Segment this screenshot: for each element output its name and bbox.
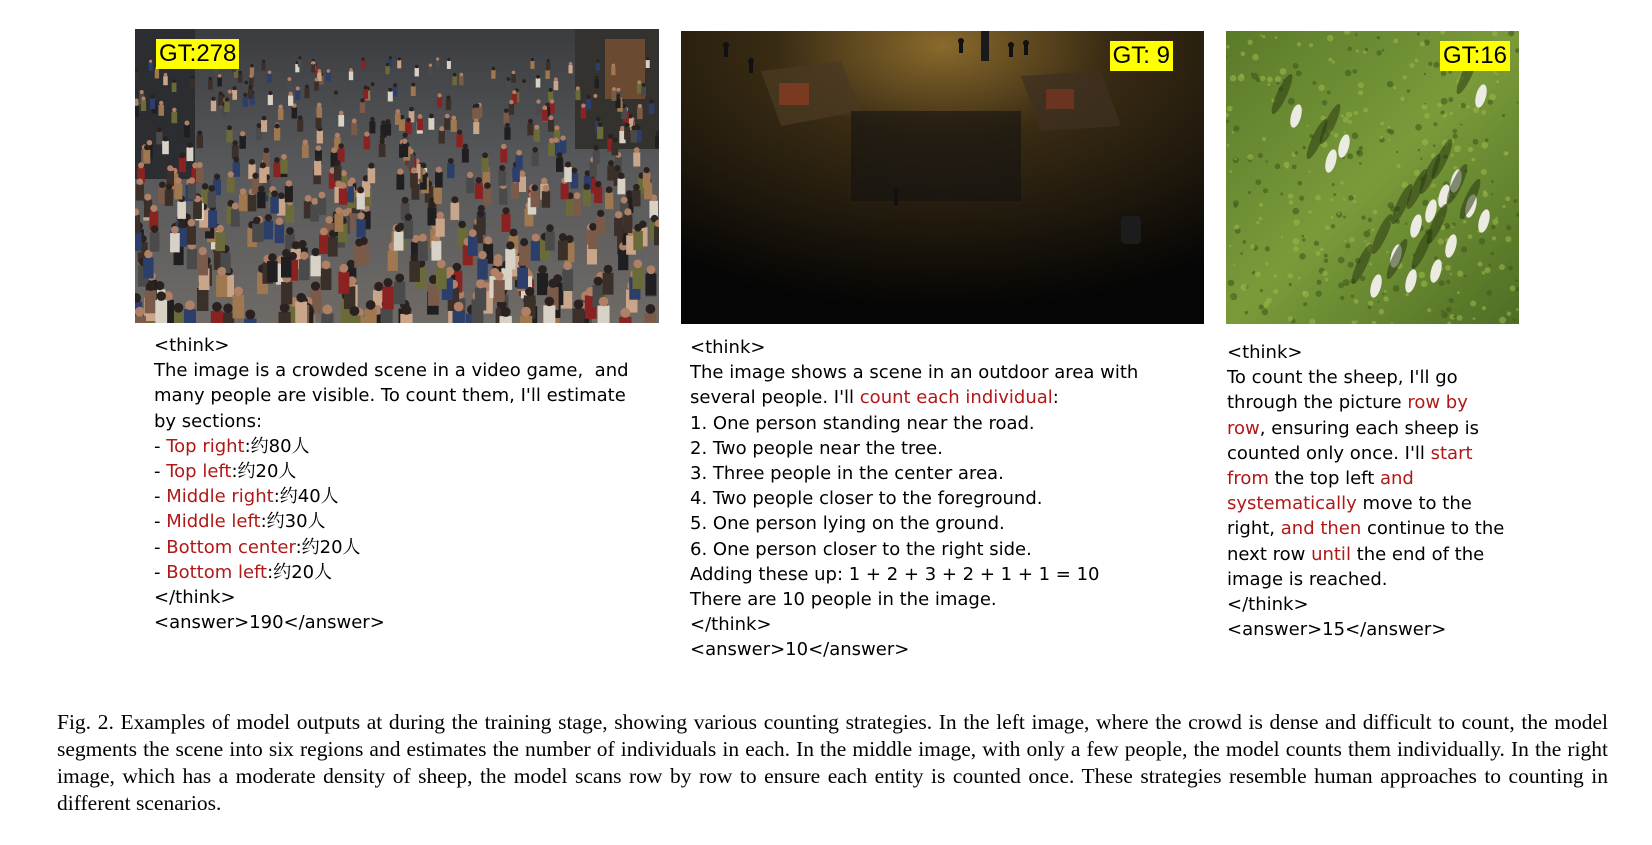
text-line — [690, 612, 1138, 637]
text-segment: The image shows a scene in an outdoor area with — [690, 362, 1139, 384]
text-line — [1227, 592, 1504, 617]
text-line — [154, 358, 629, 383]
text-segment: <answer>10</answer> — [690, 639, 910, 661]
text-segment: the end of the — [1350, 543, 1485, 565]
text-line — [1227, 390, 1504, 415]
gt-label-night: GT: 9 — [1110, 41, 1173, 71]
text-segment: - — [154, 561, 167, 583]
text-line — [690, 360, 1138, 385]
text-segment: :约20人 — [231, 460, 297, 482]
text-segment: many people are visible. To count them, I'll estimate — [154, 385, 626, 407]
highlighted-phrase: systematically — [1227, 493, 1357, 515]
text-line — [154, 333, 629, 358]
crowd-image — [135, 29, 659, 323]
text-segment: </think> — [690, 614, 772, 636]
text-line — [1227, 441, 1504, 466]
text-line — [1227, 365, 1504, 390]
text-line — [690, 637, 1138, 662]
text-segment: There are 10 people in the image. — [690, 588, 997, 610]
text-segment: :约40人 — [273, 486, 339, 508]
text-line — [154, 585, 629, 610]
text-segment: by sections: — [154, 410, 263, 432]
text-line — [154, 383, 629, 408]
text-segment: </think> — [154, 586, 236, 608]
highlighted-phrase: and — [1379, 467, 1414, 489]
text-segment: 5. One person lying on the ground. — [690, 513, 1005, 535]
reasoning-text-right — [1227, 340, 1504, 642]
text-segment: :约20人 — [267, 561, 333, 583]
text-line — [154, 560, 629, 585]
reasoning-text-middle — [690, 335, 1138, 662]
text-line — [690, 587, 1138, 612]
text-segment: - — [154, 486, 167, 508]
text-segment: - — [154, 536, 167, 558]
text-line — [154, 509, 629, 534]
text-line — [1227, 466, 1504, 491]
text-segment: :约20人 — [295, 536, 361, 558]
highlighted-phrase: Bottom left — [166, 561, 268, 583]
text-line — [1227, 542, 1504, 567]
highlighted-phrase: until — [1311, 543, 1351, 565]
text-segment: through the picture — [1227, 392, 1408, 414]
highlighted-phrase: Middle right — [166, 486, 274, 508]
text-segment: right, — [1227, 518, 1281, 540]
text-line — [690, 537, 1138, 562]
text-segment: </think> — [1227, 593, 1309, 615]
highlighted-phrase: start — [1430, 442, 1473, 464]
text-segment: To count the sheep, I'll go — [1227, 367, 1458, 389]
reasoning-text-left — [154, 333, 629, 635]
highlighted-phrase: Middle left — [166, 511, 261, 533]
sheep-image — [1226, 31, 1519, 324]
text-segment: several people. I'll — [690, 387, 860, 409]
text-line — [154, 535, 629, 560]
text-line — [690, 461, 1138, 486]
text-line — [154, 610, 629, 635]
text-segment: 6. One person closer to the right side. — [690, 538, 1032, 560]
text-line — [690, 562, 1138, 587]
text-segment: <think> — [1227, 342, 1303, 363]
text-line — [690, 486, 1138, 511]
text-segment: next row — [1227, 543, 1312, 565]
text-segment: move to the — [1356, 493, 1472, 515]
text-line — [154, 459, 629, 484]
highlighted-phrase: Bottom center — [166, 536, 296, 558]
text-segment: : — [1052, 387, 1059, 409]
gt-label-crowd: GT:278 — [156, 39, 239, 69]
text-segment: - — [154, 511, 167, 533]
text-segment: <think> — [690, 337, 766, 358]
text-line — [1227, 516, 1504, 541]
text-line — [154, 434, 629, 459]
figure-caption: Fig. 2. Examples of model outputs at during the training stage, showing various counting strategies. In the left image, where the crowd is dense and difficult to count, the model segments the scene into six regions and estimates the number of individuals in each. In the middle image, with only a few people, the model counts them individually. In the right image, which has a moderate density of sheep, the model scans row by row to ensure each entity is counted once. These strategies resemble human approaches to counting in different scenarios. — [57, 710, 1608, 815]
text-segment: , ensuring each sheep is — [1259, 417, 1480, 439]
text-line — [690, 385, 1138, 410]
text-line — [690, 411, 1138, 436]
text-line — [690, 511, 1138, 536]
text-segment: Adding these up: 1 + 2 + 3 + 2 + 1 + 1 = 10 — [690, 563, 1100, 585]
gt-label-sheep: GT:16 — [1440, 41, 1510, 71]
text-line — [154, 484, 629, 509]
text-segment: :约80人 — [244, 435, 310, 457]
highlighted-phrase: row — [1227, 417, 1260, 439]
text-segment: :约30人 — [260, 511, 326, 533]
text-line — [690, 436, 1138, 461]
text-line — [1227, 416, 1504, 441]
text-segment: 3. Three people in the center area. — [690, 462, 1004, 484]
text-line — [1227, 617, 1504, 642]
text-line — [690, 335, 1138, 360]
highlighted-phrase: count each individual — [859, 387, 1053, 409]
highlighted-phrase: Top left — [166, 460, 232, 482]
highlighted-phrase: row by — [1407, 392, 1468, 414]
text-segment: 4. Two people closer to the foreground. — [690, 488, 1043, 510]
text-segment: 1. One person standing near the road. — [690, 412, 1035, 434]
text-line — [1227, 567, 1504, 592]
text-segment: - — [154, 460, 167, 482]
text-segment: - — [154, 435, 167, 457]
text-segment: the top left — [1268, 467, 1380, 489]
text-line — [1227, 491, 1504, 516]
text-segment: counted only once. I'll — [1227, 442, 1431, 464]
text-segment: <think> — [154, 335, 230, 356]
highlighted-phrase: and then — [1280, 518, 1362, 540]
highlighted-phrase: from — [1227, 467, 1269, 489]
text-segment: image is reached. — [1227, 568, 1388, 590]
night-scene-image — [681, 31, 1204, 324]
text-segment: 2. Two people near the tree. — [690, 437, 943, 459]
text-segment: <answer>190</answer> — [154, 612, 385, 634]
text-segment: <answer>15</answer> — [1227, 619, 1447, 641]
text-line — [154, 409, 629, 434]
text-segment: The image is a crowded scene in a video game, and — [154, 360, 629, 382]
text-line — [1227, 340, 1504, 365]
highlighted-phrase: Top right — [166, 435, 245, 457]
text-segment: continue to the — [1361, 518, 1505, 540]
